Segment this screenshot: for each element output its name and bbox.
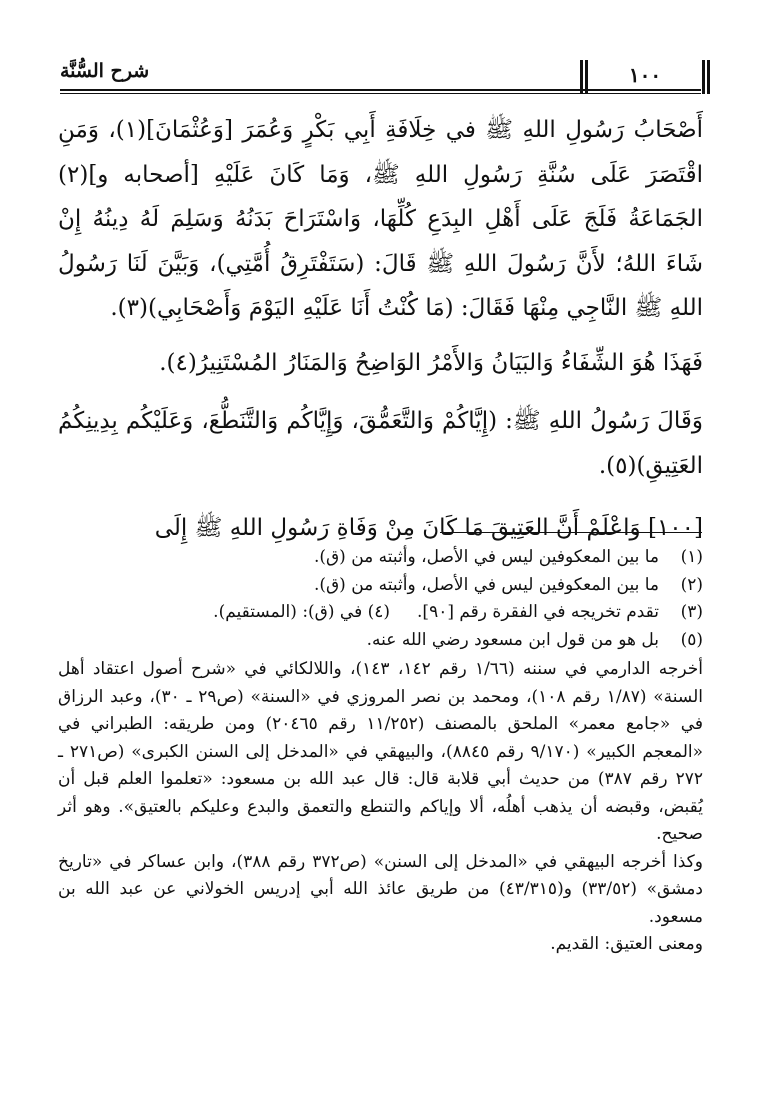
- paragraph-2: فَهَذَا هُوَ الشِّفَاءُ وَالبَيَانُ وَالأَمْرُ الوَاضِحُ وَالمَنَارُ المُسْتَنِيرُ(٤).: [159, 349, 703, 376]
- footnote-5-body: [58, 656, 703, 959]
- page-header: [60, 58, 701, 98]
- header-rule: [60, 89, 701, 91]
- footnote-2: [58, 572, 703, 600]
- paragraph-3: وَقَالَ رَسُولُ اللهِ ﷺ: (إِيَّاكُمْ وَالتَّعَمُّقَ، وَإِيَّاكُم وَالتَّنَطُّعَ، وَعَلَيْكُم بِدِينِكُمُ العَتِيقِ)(٥).: [58, 408, 703, 479]
- footnote-5-additional: وكذا أخرجه البيهقي في «المدخل إلى السنن» (ص٣٧٢ رقم ٣٨٨)، وابن عساكر في «تاريخ دمشق» (٣٣/٥٢) و(٤٣/٣١٥) من طريق عائذ الله أبي إدريس الخولاني عن عبد الله بن مسعود.: [58, 851, 703, 927]
- footnote-number: (٣): [680, 602, 703, 622]
- footnote-text: ما بين المعكوفين ليس في الأصل، وأثبته من (ق).: [313, 547, 659, 567]
- header-rule-thin: [60, 93, 701, 94]
- book-title: شرح السُّنَّة: [60, 60, 150, 82]
- footnote-5-takhrij: أخرجه الدارمي في سننه (١/٦٦ رقم ١٤٢، ١٤٣)، واللالكائي في «شرح أصول اعتقاد أهل السنة» (١/٨٧ رقم ١٠٨)، ومحمد بن نصر المروزي في «السنة» (ص٢٩ ـ ٣٠)، وعبد الرزاق في «جامع معمر» الملحق بالمصنف (١١/٢٥٢ رقم ٢٠٤٦٥) ومن طريقه: الطبراني في «المعجم الكبير» (٩/١٧٠ رقم ٨٨٤٥)، والبيهقي في «المدخل إلى السنن الكبرى» (ص٢٧١ ـ ٢٧٢ رقم ٣٨٧) من حديث أبي قلابة قال: قال عبد الله بن مسعود: «تعلموا العلم قبل أن يُقبض، وقبضه أن يذهب أهلُه، ألا وإياكم والتنطع والتعمق والبدع وعليكم بالعتيق». وهو أثر صحيح.: [58, 659, 704, 844]
- paragraph-4: [١٠٠] وَاعْلَمْ أَنَّ العَتِيقَ مَا كَانَ مِنْ وَفَاةِ رَسُولِ اللهِ ﷺ إِلَى: [154, 515, 703, 541]
- paragraph-1: أَصْحَابُ رَسُولِ اللهِ ﷺ في خِلَافَةِ أَبِي بَكْرٍ وَعُمَرَ [وَعُثْمَانَ](١)، وَمَنِ اقْتَصَرَ عَلَى سُنَّةِ رَسُولِ اللهِ ﷺ، وَمَا كَانَ عَلَيْهِ [أصحابه و](٢) الجَمَاعَةُ فَلَجَ عَلَى أَهْلِ البِدَعِ كُلِّهَا، وَاسْتَرَاحَ بَدَنُهُ وَسَلِمَ لَهُ دِينُهُ إِنْ شَاءَ اللهُ؛ لأَنَّ رَسُولَ اللهِ ﷺ قَالَ: (سَتَفْتَرِقُ أُمَّتِي)، وَبَيَّنَ لَنَا رَسُولُ اللهِ ﷺ النَّاجِي مِنْهَا فَقَالَ: (مَا كُنْتُ أَنَا عَلَيْهِ اليَوْمَ وَأَصْحَابِي)(٣).: [58, 117, 703, 321]
- footnote-1: [58, 544, 703, 572]
- footnote-number: (١): [680, 547, 703, 567]
- footnote-5: [58, 627, 703, 655]
- page-number: ١٠٠: [580, 62, 710, 88]
- footnote-text: تقدم تخريجه في الفقرة رقم [٩٠]. (٤) في (ق): (المستقيم).: [213, 602, 659, 622]
- footnote-text: ما بين المعكوفين ليس في الأصل، وأثبته من (ق).: [313, 574, 659, 595]
- footnotes: [58, 544, 703, 959]
- footnote-3-4: [58, 599, 703, 627]
- footnote-5-meaning: ومعنى العتيق: القديم.: [550, 934, 703, 954]
- footnote-number: (٥): [680, 629, 703, 650]
- main-text: [58, 108, 703, 551]
- footnote-text: بل هو من قول ابن مسعود رضي الله عنه.: [366, 629, 659, 650]
- footnote-separator: [440, 532, 702, 533]
- footnote-number: (٢): [680, 574, 703, 595]
